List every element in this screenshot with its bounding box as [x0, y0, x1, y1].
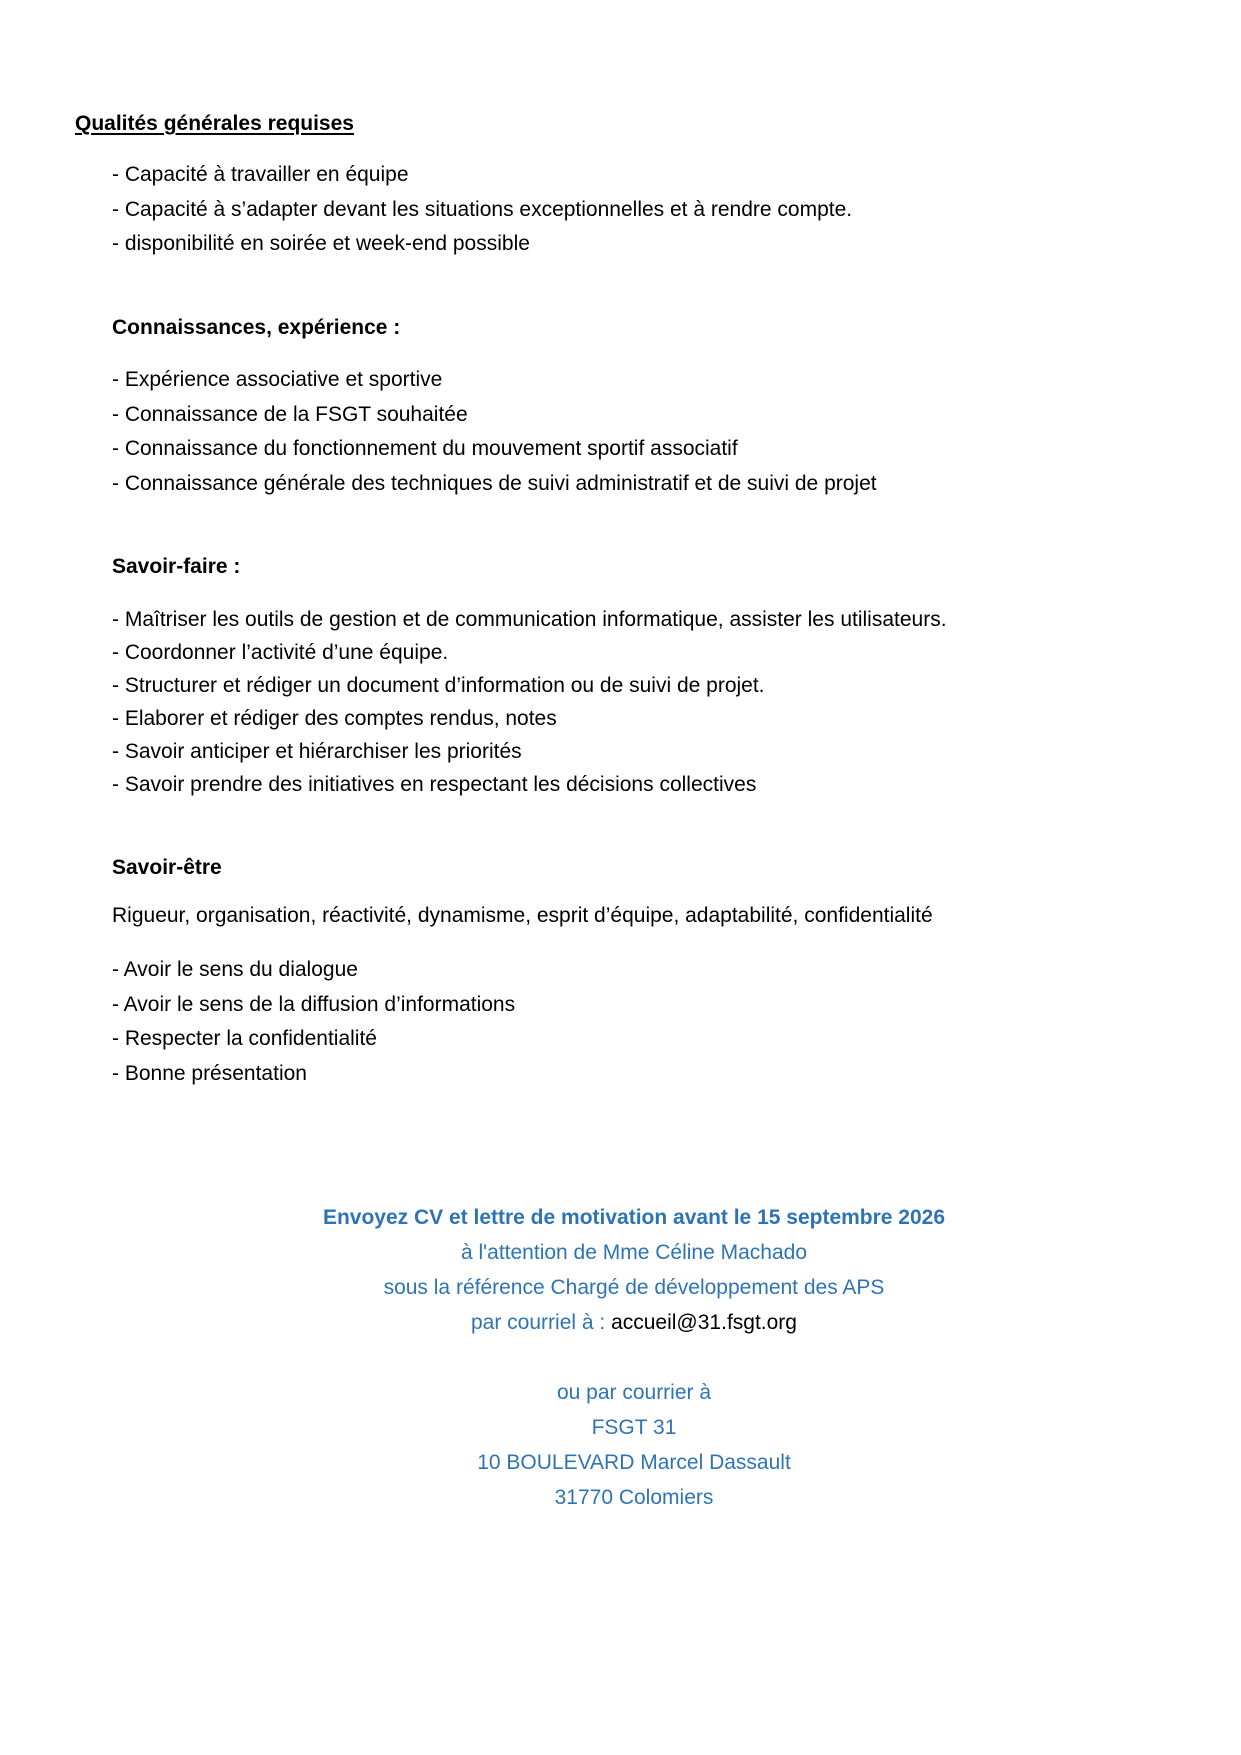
savoir-etre-summary: Rigueur, organisation, réactivité, dynamisme, esprit d’équipe, adaptabilité, confidentialité: [112, 904, 933, 927]
list-item: - Savoir prendre des initiatives en respectant les décisions collectives: [112, 773, 757, 796]
mail-intro: ou par courrier à: [556, 1381, 712, 1404]
list-item: - Bonne présentation: [112, 1061, 307, 1085]
list-item: - Elaborer et rédiger des comptes rendus, notes: [112, 707, 557, 730]
street-address: 10 BOULEVARD Marcel Dassault: [477, 1451, 791, 1474]
connaissances-heading: Connaissances, expérience :: [112, 316, 401, 339]
spacer: [0, 1340, 1241, 1375]
qualites-list: [112, 158, 852, 262]
connaissances-list: [112, 363, 877, 501]
list-item: - Avoir le sens du dialogue: [112, 958, 358, 981]
qualites-heading: Qualités générales requises: [75, 112, 354, 135]
list-item: - Savoir anticiper et hiérarchiser les priorités: [112, 740, 522, 763]
savoir-faire-list: [112, 603, 947, 801]
savoir-etre-heading: Savoir-être: [112, 856, 222, 879]
savoir-faire-heading: Savoir-faire :: [112, 555, 241, 578]
list-item: - Maîtriser les outils de gestion et de communication informatique, assister les utilisateurs.: [112, 608, 947, 631]
list-item: - Avoir le sens de la diffusion d’informations: [112, 992, 516, 1016]
list-item: - Coordonner l’activité d’une équipe.: [112, 641, 449, 664]
list-item: - Capacité à travailler en équipe: [112, 163, 409, 186]
city-address: 31770 Colomiers: [554, 1486, 714, 1509]
savoir-etre-list: [112, 953, 515, 1091]
list-item: - Connaissance de la FSGT souhaitée: [112, 402, 468, 426]
email-prefix: par courriel à :: [471, 1311, 612, 1334]
list-item: - Connaissance du fonctionnement du mouvement sportif associatif: [112, 437, 738, 460]
email-address[interactable]: accueil@31.fsgt.org: [611, 1311, 797, 1334]
list-item: - Respecter la confidentialité: [112, 1027, 377, 1050]
list-item: - Connaissance générale des techniques de suivi administratif et de suivi de projet: [112, 471, 877, 495]
application-contact-block: [0, 1200, 1241, 1515]
organization-name: FSGT 31: [591, 1416, 677, 1439]
list-item: - disponibilité en soirée et week-end possible: [112, 232, 530, 255]
application-deadline: Envoyez CV et lettre de motivation avant le 15 septembre 2026: [322, 1206, 946, 1229]
list-item: - Structurer et rédiger un document d’information ou de suivi de projet.: [112, 674, 765, 697]
reference-line: sous la référence Chargé de développement des APS: [383, 1276, 885, 1299]
list-item: - Expérience associative et sportive: [112, 368, 443, 391]
attention-line: à l'attention de Mme Céline Machado: [460, 1241, 808, 1264]
email-line: [0, 1305, 1241, 1340]
list-item: - Capacité à s’adapter devant les situations exceptionnelles et à rendre compte.: [112, 197, 853, 221]
